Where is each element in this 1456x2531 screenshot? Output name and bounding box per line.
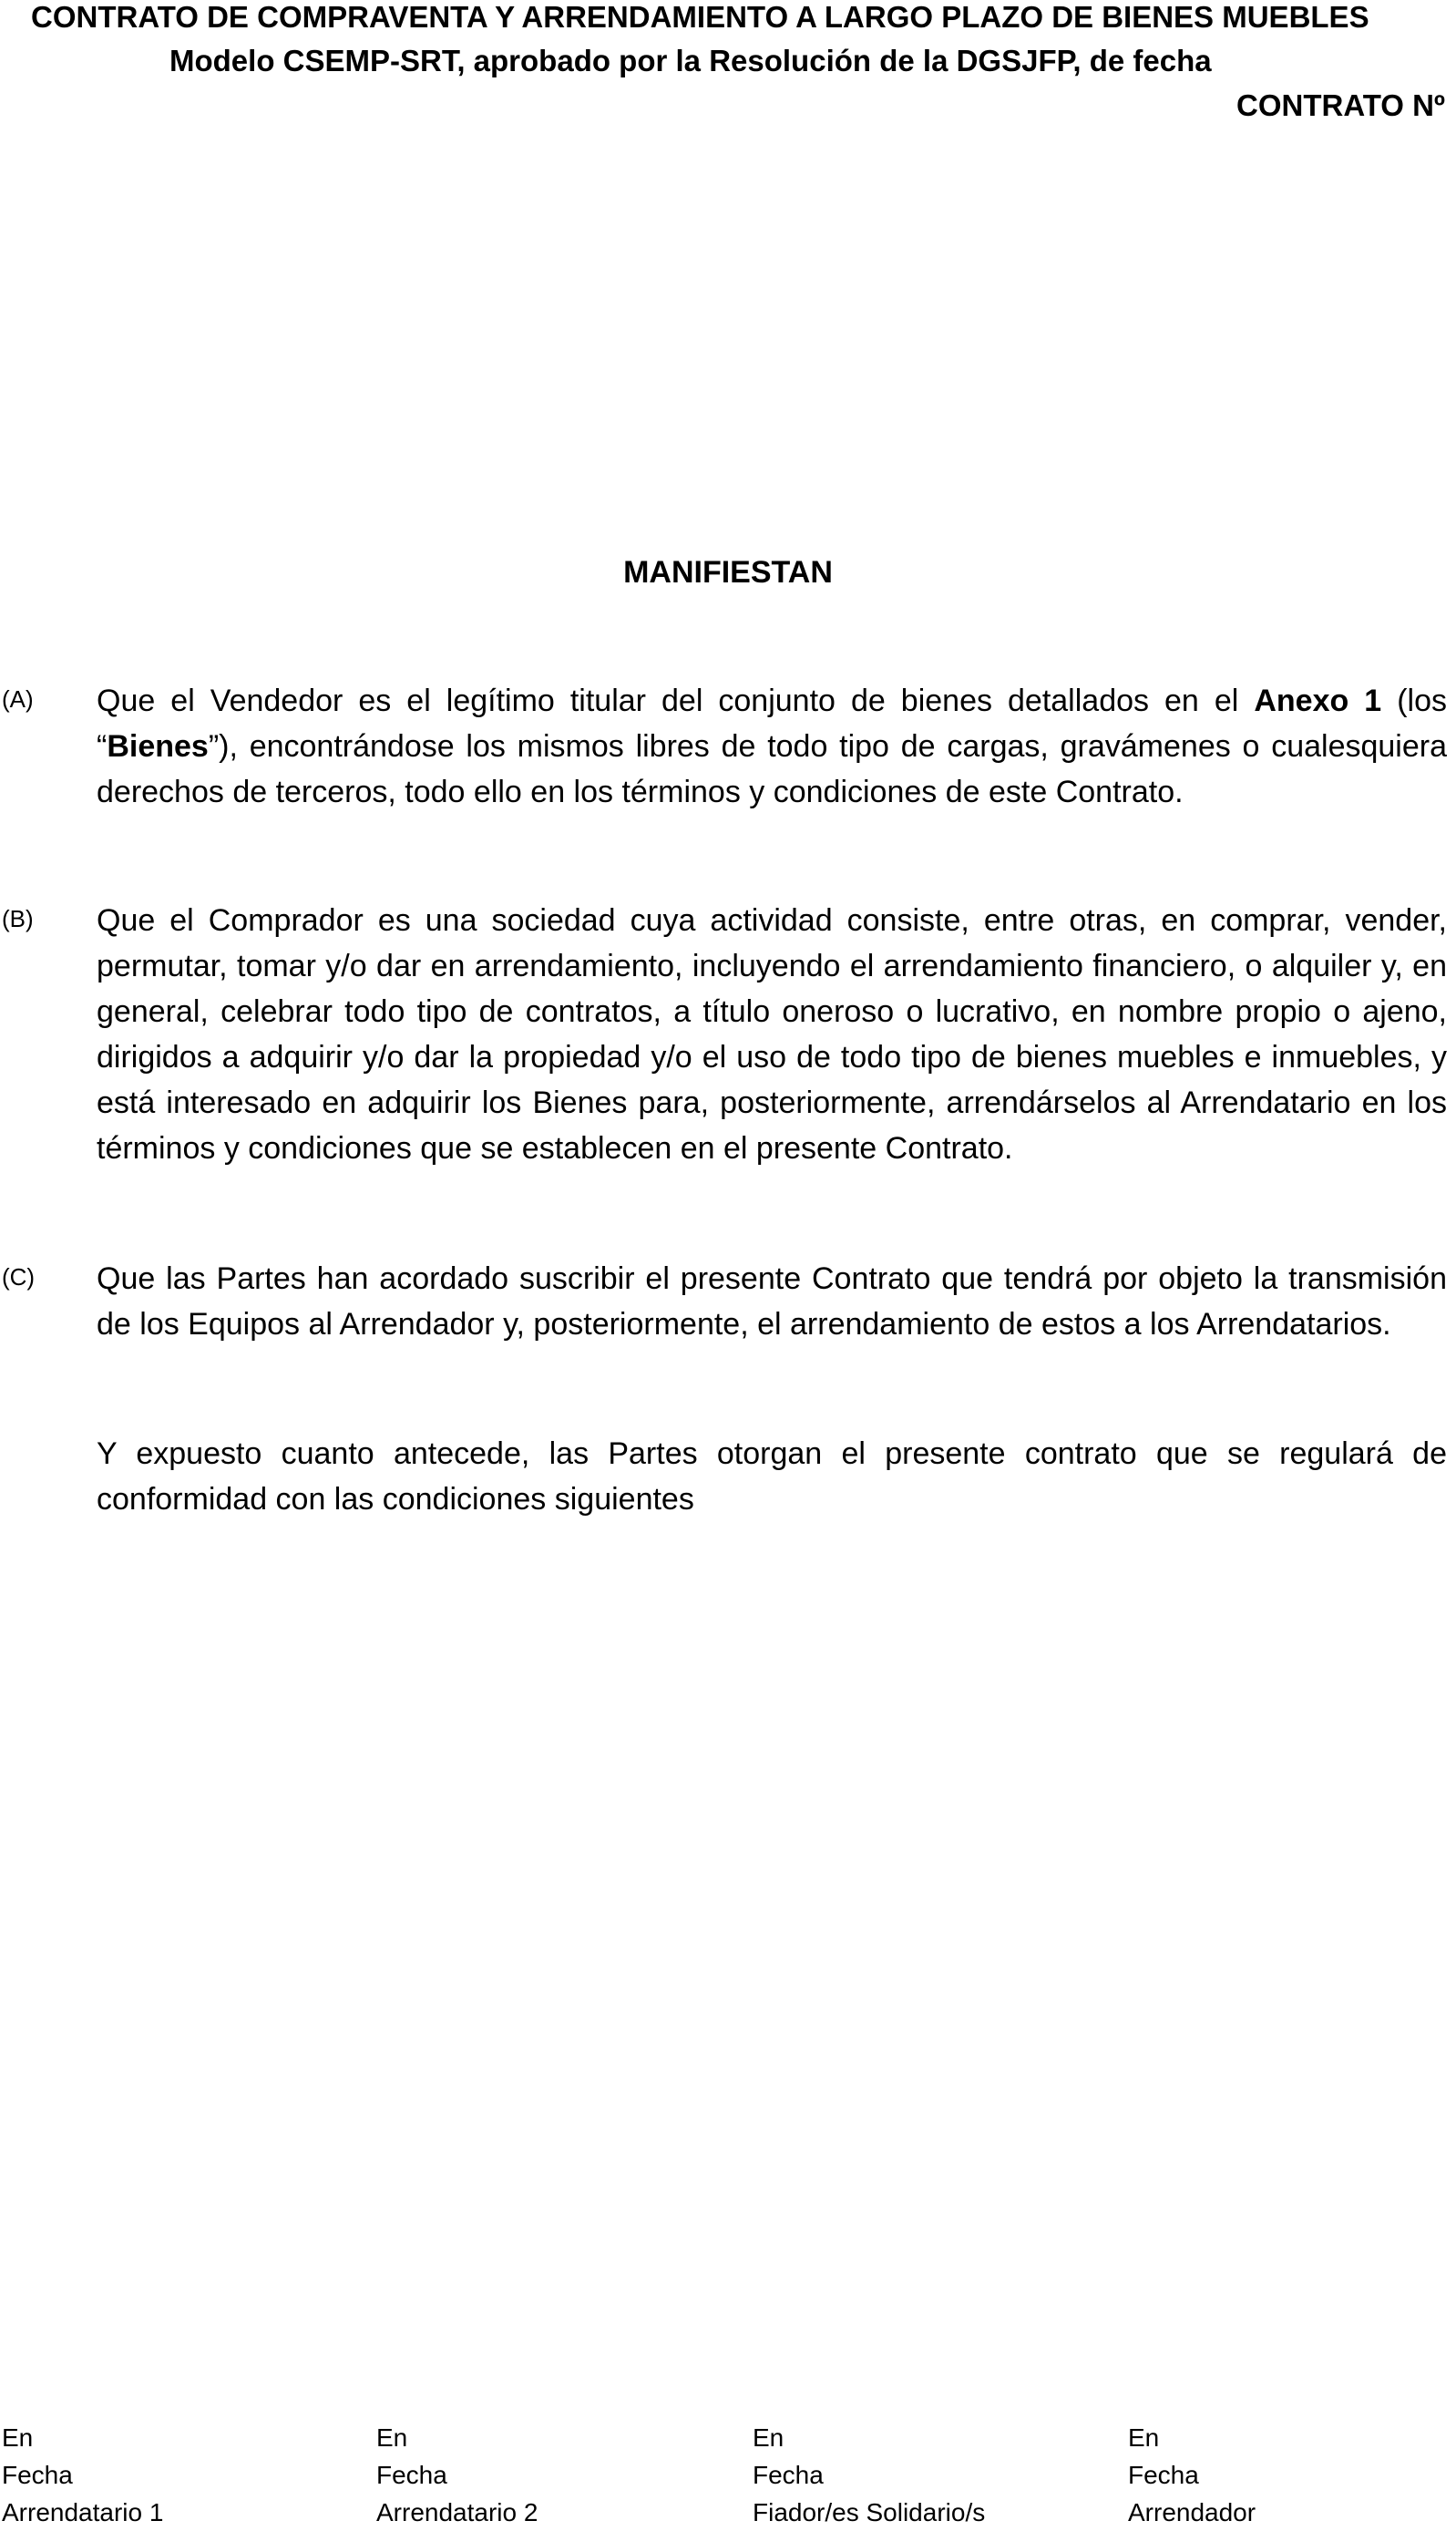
signature-place: En <box>2 2423 34 2452</box>
signature-date: Fecha <box>1128 2461 1199 2489</box>
signature-place: En <box>1128 2423 1160 2452</box>
document-subtitle: Modelo CSEMP-SRT, aprobado por la Resolución de la DGSJFP, de fecha <box>169 44 1212 77</box>
clause-text-part: Que el Vendedor es el legítimo titular del conjunto de bienes detallados en el <box>97 684 1255 718</box>
signature-party: Arrendatario 1 <box>2 2498 164 2526</box>
clause-text: Que el Comprador es una sociedad cuya actividad consiste, entre otras, en comprar, vender, permutar, tomar y/o dar en arrendamiento, incluyendo el arrendamiento financiero, o alquiler y, en general, celebrar todo tipo de contratos, a título oneroso o lucrativo, en nombre propio o ajeno, dirigidos a adquirir y/o dar la propiedad y/o el uso de todo tipo de bienes muebles e inmuebles, y está interesado en adquirir los Bienes para, posteriormente, arrendárselos al Arrendatario en los términos y condiciones que se establecen en el presente Contrato. <box>97 903 1447 1166</box>
clause-text <box>97 678 1447 815</box>
clause-text-part: ”), encontrándose los mismos libres de todo tipo de cargas, gravámenes o cualesquiera derechos de terceros, todo ello en los términos y condiciones de este Contrato. <box>97 729 1447 809</box>
clause-label: (C) <box>2 1263 36 1291</box>
signature-party: Arrendador <box>1128 2498 1256 2526</box>
clause-text: Que las Partes han acordado suscribir el presente Contrato que tendrá por objeto la transmisión de los Equipos al Arrendador y, posteriormente, el arrendamiento de estos a los Arrendatarios. <box>97 1261 1447 1342</box>
clause-label: (B) <box>2 905 34 932</box>
signature-column-fiador <box>753 2419 985 2531</box>
document-title: CONTRATO DE COMPRAVENTA Y ARRENDAMIENTO A LARGO PLAZO DE BIENES MUEBLES <box>31 0 1369 34</box>
clause-text-part: (los “ <box>97 684 1448 764</box>
signature-block <box>0 2419 1456 2530</box>
contract-number: CONTRATO Nº <box>1236 88 1445 122</box>
signature-column-arrendatario-1 <box>2 2419 163 2531</box>
signature-date: Fecha <box>376 2461 447 2489</box>
clause-bold-term: Bienes <box>107 729 209 764</box>
signature-column-arrendador <box>1128 2419 1256 2531</box>
signature-place: En <box>753 2423 784 2452</box>
signature-date: Fecha <box>753 2461 824 2489</box>
signature-place: En <box>376 2423 408 2452</box>
clause-label: (A) <box>2 685 34 713</box>
closing-text: Y expuesto cuanto antecede, las Partes otorgan el presente contrato que se regulará de conformidad con las condiciones siguientes <box>97 1436 1447 1517</box>
signature-party: Arrendatario 2 <box>376 2498 538 2526</box>
section-title: MANIFIESTAN <box>623 555 833 590</box>
clause-bold-term: Anexo 1 <box>1254 684 1382 718</box>
signature-column-arrendatario-2 <box>376 2419 538 2531</box>
signature-date: Fecha <box>2 2461 73 2489</box>
signature-party: Fiador/es Solidario/s <box>753 2498 986 2526</box>
